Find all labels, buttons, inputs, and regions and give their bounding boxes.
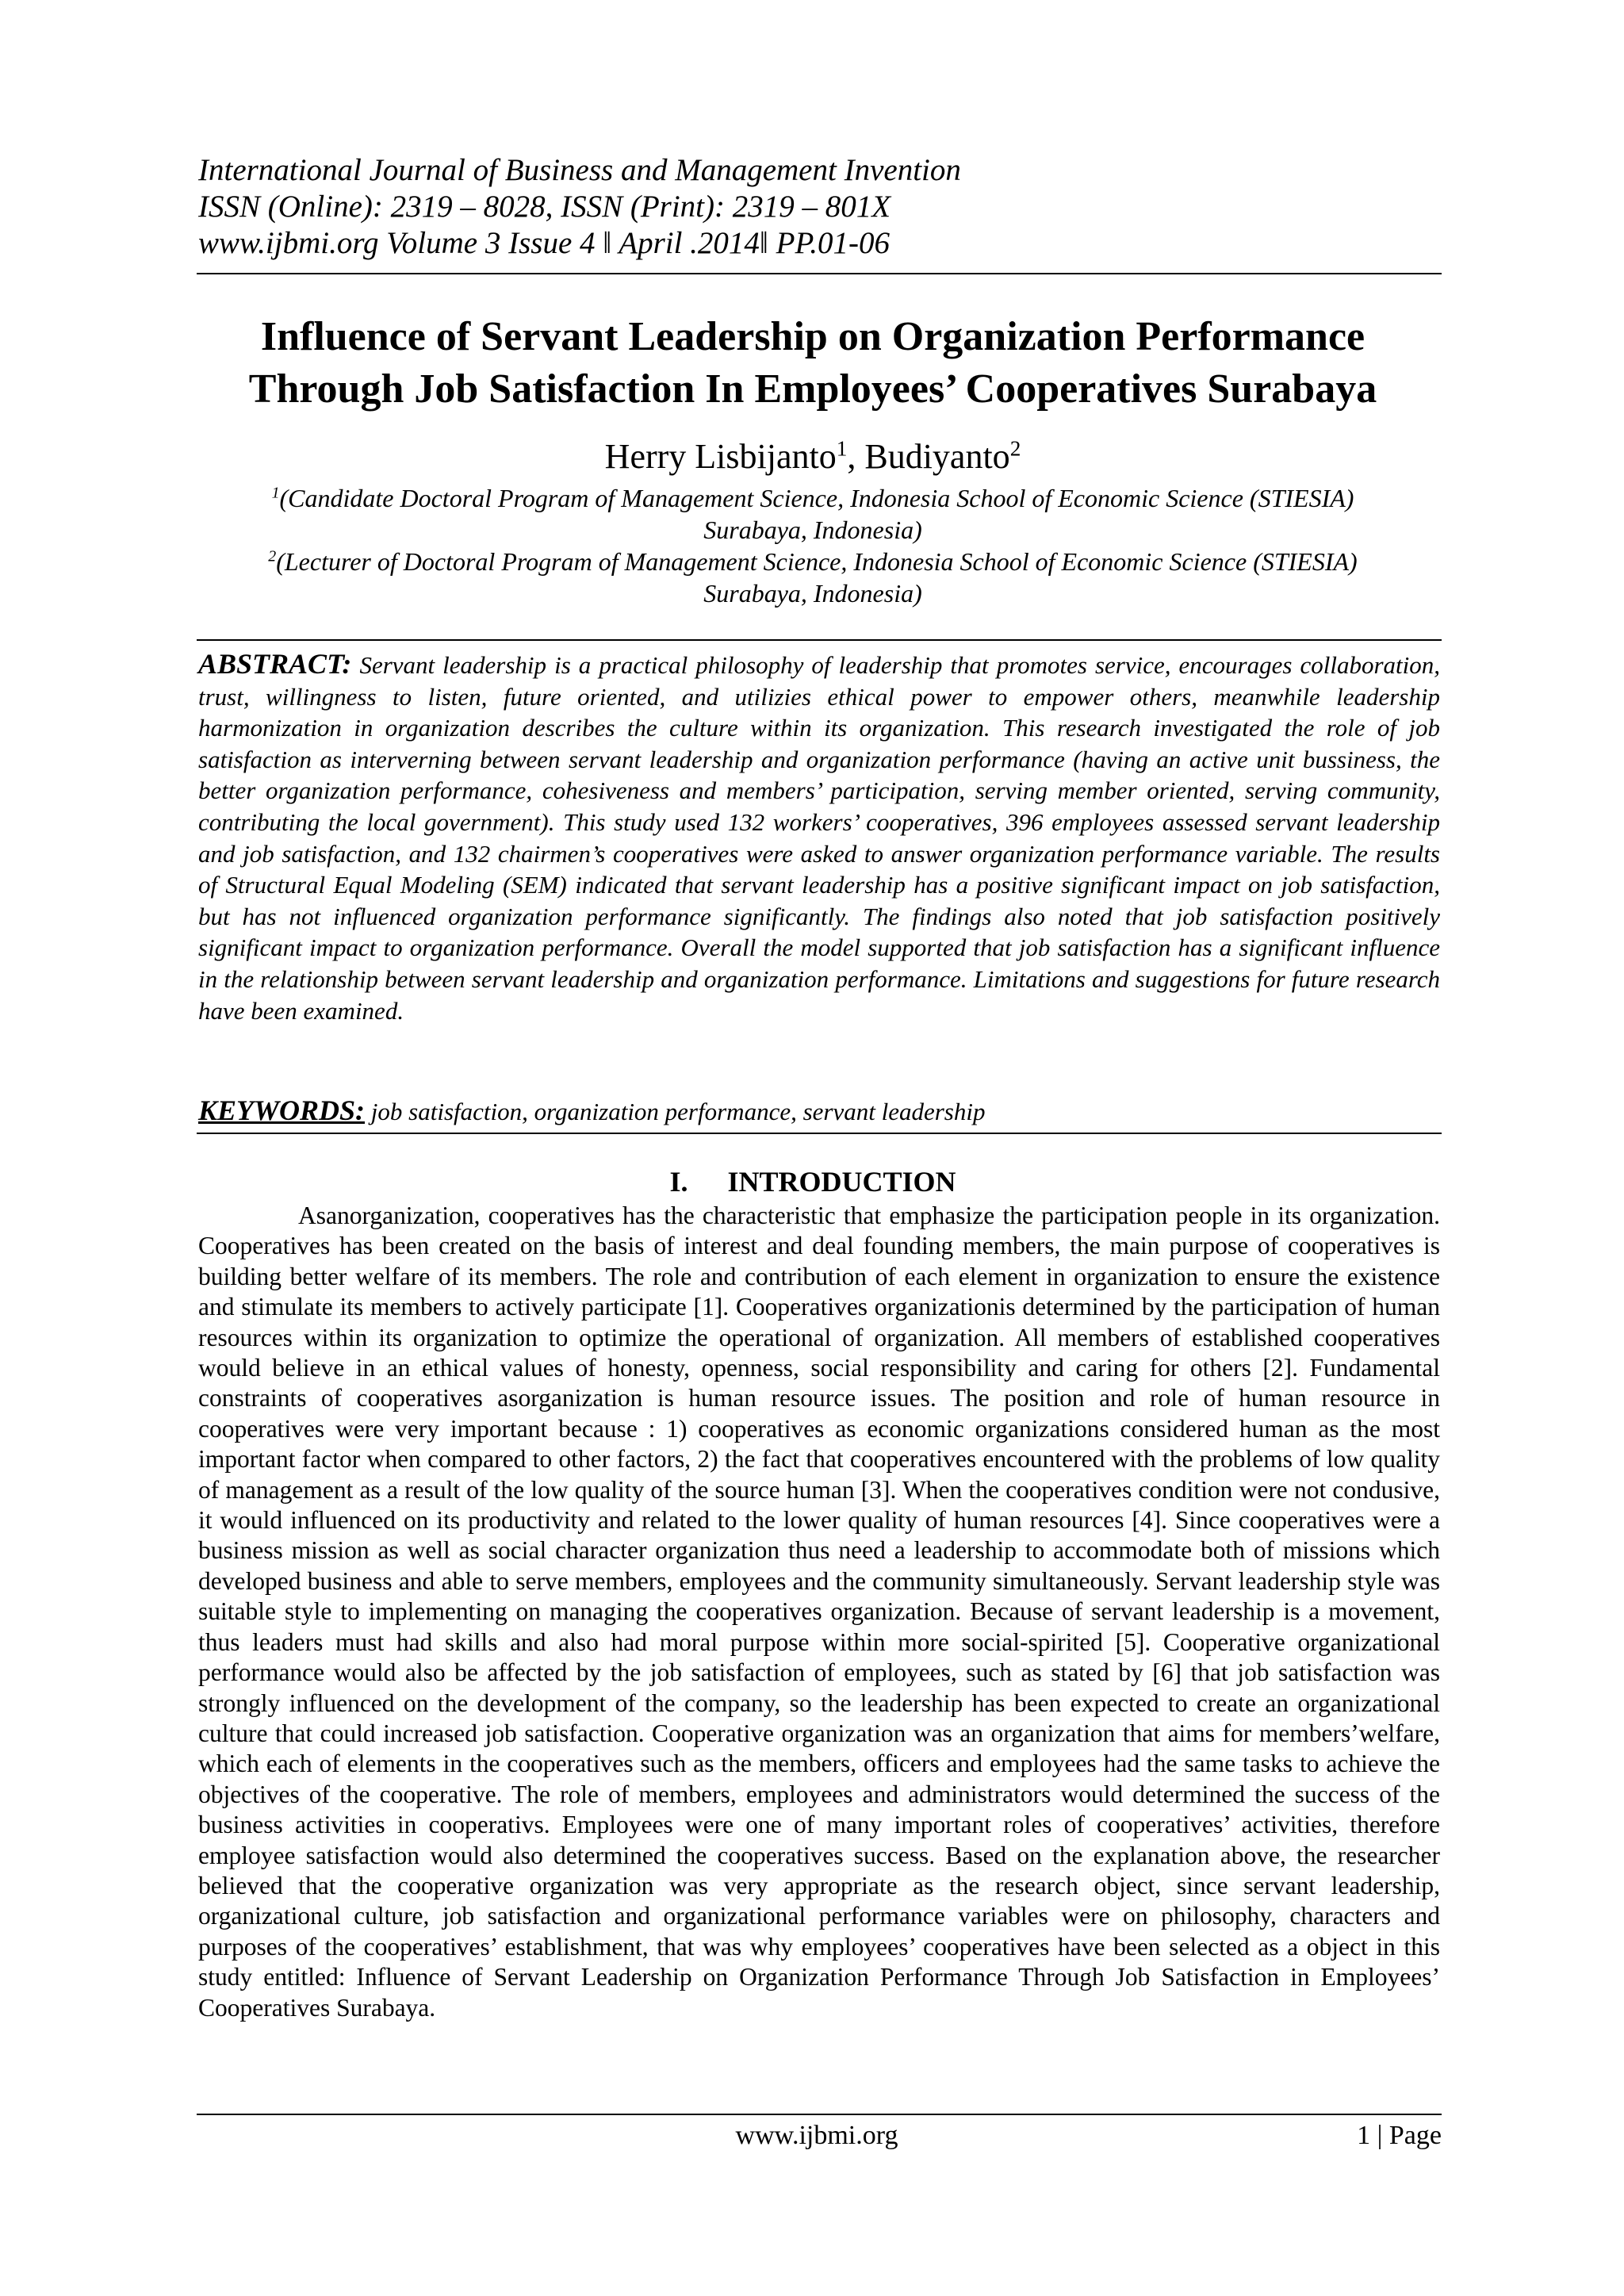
- keywords-divider: [197, 1133, 1442, 1134]
- footer-url: www.ijbmi.org: [735, 2121, 898, 2150]
- journal-header: [198, 152, 1467, 262]
- section-number: I.: [669, 1166, 688, 1198]
- introduction-paragraph: [198, 1201, 1440, 2023]
- keywords-label: KEYWORDS:: [198, 1094, 366, 1126]
- abstract-divider: [197, 639, 1442, 641]
- affiliation-1: [198, 482, 1427, 514]
- author-1-marker: 1: [836, 436, 848, 461]
- keywords: [198, 1094, 1440, 1128]
- affiliation-2-line-2: Surabaya, Indonesia): [703, 579, 922, 608]
- author-2-marker: 2: [1009, 436, 1021, 461]
- footer-divider: [197, 2114, 1442, 2115]
- affiliation-2-line-1: (Lecturer of Doctoral Program of Management Science, Indonesia School of Economic Science (STIESIA): [276, 547, 1358, 576]
- introduction-text: Asanorganization, cooperatives has the characteristic that emphasize the participation people in its organization. Cooperatives has been created on the basis of interest and deal founding members, the main purpose of cooperatives is building better welfare of its members. The role and contribution of each element in organization to ensure the existence and stimulate its members to actively participate [1]. Cooperatives organizationis determined by the participation of human resources within its organization to optimize the operational of organization. All members of established cooperatives would believe in an ethical values of honesty, openness, social responsibility and caring for others [2]. Fundamental constraints of cooperatives asorganization is human resource issues. The position and role of human resource in cooperatives were very important because : 1) cooperatives as economic organizations considered human as the most important factor when compared to other factors, 2) the fact that cooperatives encountered with the problems of low quality of management as a result of the low quality of the source human [3]. When the cooperatives condition were not condusive, it would influenced on its productivity and related to the lower quality of human resources [4]. Since cooperatives were a business mission as well as social character organization thus need a leadership to accommodate both of missions which developed business and able to serve members, employees and the community simultaneously. Servant leadership style was suitable style to implementing on managing the cooperatives organization. Because of servant leadership is a movement, thus leaders must had skills and also had moral purpose within more social-spirited [5]. Cooperative organizational performance would also be affected by the job satisfaction of employees, such as stated by [6] that job satisfaction was strongly influenced on the development of the company, so the leadership has been expected to create an organizational culture that could increased job satisfaction. Cooperative organization was an organization that aims for members’welfare, which each of elements in the cooperatives such as the members, officers and employees had the same tasks to achieve the objectives of the cooperative. The role of members, employees and administrators would determined the success of the business activities in cooperativs. Employees were one of many important roles of cooperatives’ activities, therefore employee satisfaction would also determined the cooperatives success. Based on the explanation above, the researcher believed that the cooperative organization was very appropriate as the research object, since servant leadership, organizational culture, job satisfaction and organizational performance variables were on philosophy, characters and purposes of the cooperatives’ establishment, that was why employees’ cooperatives have been selected as a object in this study entitled: Influence of Servant Leadership on Organization Performance Through Job Satisfaction in Employees’ Cooperatives Surabaya.: [198, 1202, 1440, 2022]
- author-2: Budiyanto: [864, 437, 1010, 476]
- paper-title: [182, 311, 1443, 416]
- affiliations: [198, 482, 1427, 609]
- affiliation-1-marker: 1: [271, 484, 280, 502]
- abstract-label: ABSTRACT:: [198, 648, 352, 680]
- keywords-text: job satisfaction, organization performance, servant leadership: [370, 1098, 986, 1125]
- page-number: 1 | Page: [1357, 2121, 1442, 2150]
- author-list: [182, 436, 1443, 477]
- section-heading: [182, 1164, 1443, 1199]
- title-line-2: Through Job Satisfaction In Employees’ Cooperatives Surabaya: [248, 366, 1377, 412]
- affiliation-2: [198, 546, 1427, 577]
- abstract: [198, 649, 1440, 1026]
- journal-issn: ISSN (Online): 2319 – 8028, ISSN (Print): 2319 – 801X: [198, 190, 891, 224]
- author-separator: ,: [847, 437, 865, 476]
- author-1: Herry Lisbijanto: [604, 437, 837, 476]
- section-title: INTRODUCTION: [727, 1166, 956, 1198]
- journal-volume: www.ijbmi.org Volume 3 Issue 4 ǁ April .2014ǁ PP.01-06: [198, 226, 890, 260]
- header-divider: [197, 273, 1442, 274]
- title-line-1: Influence of Servant Leadership on Organization Performance: [260, 314, 1365, 359]
- journal-name: International Journal of Business and Management Invention: [198, 153, 961, 187]
- affiliation-2-marker: 2: [268, 547, 277, 565]
- affiliation-1-line-1: (Candidate Doctoral Program of Management Science, Indonesia School of Economic Science (STIESIA): [279, 484, 1354, 512]
- affiliation-1-line-2: Surabaya, Indonesia): [703, 516, 922, 544]
- abstract-text: Servant leadership is a practical philosophy of leadership that promotes service, encourages collaboration, trust, willingness to listen, future oriented, and utilizies ethical power to empower others, meanwhile leadership harmonization in organization describes the culture within its organization. This research investigated the role of job satisfaction as interverning between servant leadership and organization performance (having an active unit bussiness, the better organization performance, cohesiveness and members’ participation, serving member oriented, serving community, contributing the local government). This study used 132 workers’ cooperatives, 396 employees assessed servant leadership and job satisfaction, and 132 chairmen’s cooperatives were asked to answer organization performance variable. The results of Structural Equal Modeling (SEM) indicated that servant leadership has a positive significant impact on job satisfaction, but has not influenced organization performance significantly. The findings also noted that job satisfaction positively significant impact to organization performance. Overall the model supported that job satisfaction has a significant influence in the relationship between servant leadership and organization performance. Limitations and suggestions for future research have been examined.: [198, 651, 1441, 1025]
